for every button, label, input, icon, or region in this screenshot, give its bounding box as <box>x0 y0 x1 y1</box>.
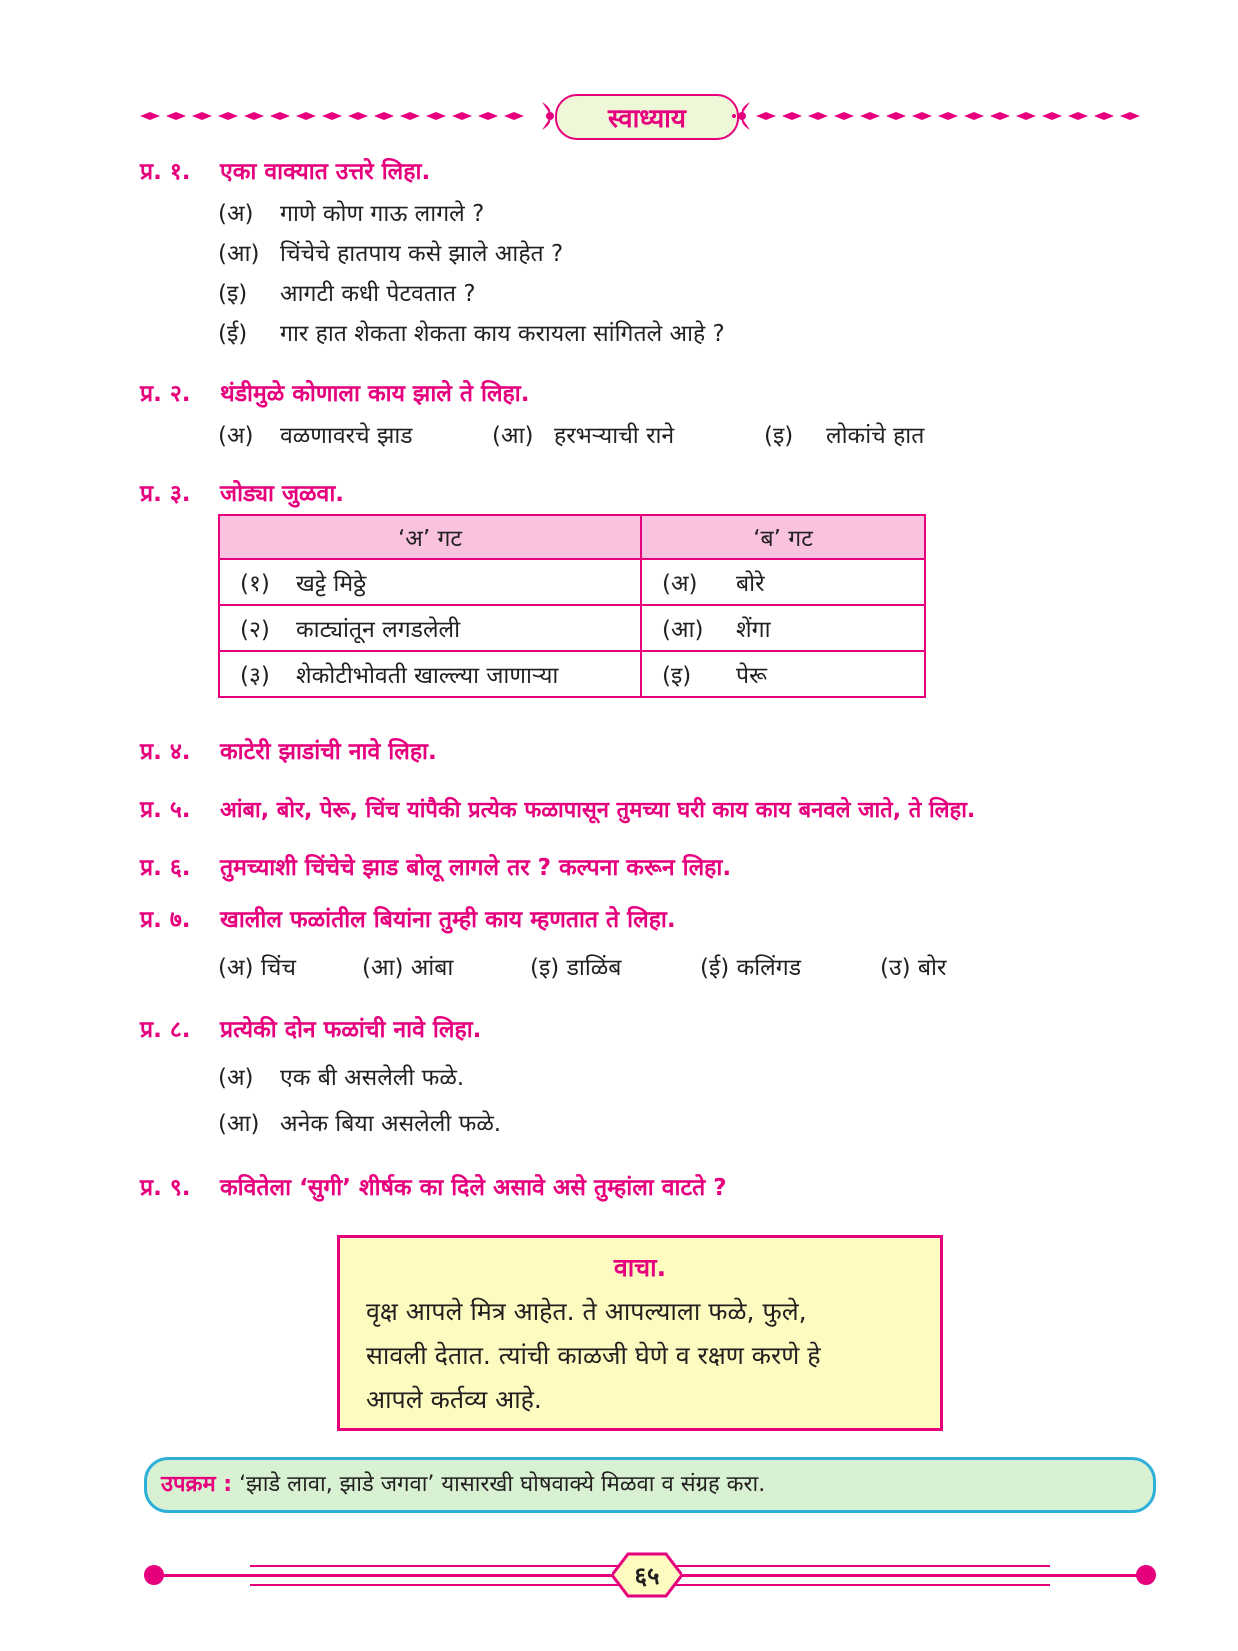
question-text: थंडीमुळे कोणाला काय झाले ते लिहा. <box>220 381 530 407</box>
section-title-banner <box>555 94 739 140</box>
column-a-header: ‘अ’ गट <box>219 515 641 559</box>
q1-item-a: (अ) गाणे कोण गाऊ लागले ? <box>218 201 485 227</box>
question-number: प्र. ३. <box>140 481 191 507</box>
read-box <box>337 1235 943 1431</box>
activity-label: उपक्रम : <box>161 1472 233 1497</box>
question-4 <box>140 734 437 766</box>
table-header-row <box>219 515 925 559</box>
table-cell-a: (३) शेकोटीभोवती खाल्ल्या जाणाऱ्या <box>219 651 641 697</box>
table-cell-b: (आ) शेंगा <box>641 605 925 651</box>
q2-item-aa: (आ) हरभऱ्याची राने <box>492 423 675 449</box>
header-divider-left <box>140 112 540 120</box>
question-number: प्र. १. <box>140 159 191 185</box>
read-box-line: वृक्ष आपले मित्र आहेत. ते आपल्याला फळे, फुले, <box>366 1297 807 1326</box>
q2-item-i: (इ) लोकांचे हात <box>764 423 925 449</box>
match-table <box>218 514 926 698</box>
read-box-title: वाचा. <box>613 1253 667 1282</box>
question-number: प्र. ५. <box>140 797 191 823</box>
q7-item-ii: (ई) कलिंगड <box>700 955 802 981</box>
question-text: कवितेला ‘सुगी’ शीर्षक का दिले असावे असे तुम्हांला वाटते ? <box>220 1175 727 1201</box>
q7-item-i: (इ) डाळिंब <box>530 955 622 981</box>
activity-bar <box>144 1457 1156 1513</box>
page-number-badge <box>612 1552 682 1598</box>
table-cell-b: (इ) पेरू <box>641 651 925 697</box>
q7-item-u: (उ) बोर <box>880 955 947 981</box>
question-number: प्र. ८. <box>140 1017 191 1043</box>
table-cell-a: (१) खट्टे मिठ्ठे <box>219 559 641 605</box>
flourish-right-icon <box>730 96 754 136</box>
question-2 <box>140 376 529 408</box>
question-1 <box>140 154 430 186</box>
table-row <box>219 605 925 651</box>
read-box-line: आपले कर्तव्य आहे. <box>366 1385 542 1414</box>
q7-item-a: (अ) चिंच <box>218 955 297 981</box>
table-row <box>219 651 925 697</box>
question-9 <box>140 1170 727 1202</box>
question-5 <box>140 792 975 824</box>
question-number: प्र. ७. <box>140 907 191 933</box>
q7-item-aa: (आ) आंबा <box>362 955 454 981</box>
q1-item-aa: (आ) चिंचेचे हातपाय कसे झाले आहेत ? <box>218 241 564 267</box>
question-text: काटेरी झाडांची नावे लिहा. <box>220 739 437 765</box>
question-text: एका वाक्यात उत्तरे लिहा. <box>220 159 431 185</box>
question-8 <box>140 1012 481 1044</box>
question-text: प्रत्येकी दोन फळांची नावे लिहा. <box>220 1017 482 1043</box>
question-number: प्र. ९. <box>140 1175 191 1201</box>
table-cell-b: (अ) बोरे <box>641 559 925 605</box>
q8-item-aa: (आ) अनेक बिया असलेली फळे. <box>218 1111 502 1137</box>
question-number: प्र. ६. <box>140 855 191 881</box>
question-text: तुमच्याशी चिंचेचे झाड बोलू लागले तर ? कल्पना करून लिहा. <box>220 855 732 881</box>
question-3 <box>140 476 344 508</box>
header-divider-right <box>756 112 1156 120</box>
table-row <box>219 559 925 605</box>
question-number: प्र. २. <box>140 381 191 407</box>
question-6 <box>140 850 731 882</box>
q2-item-a: (अ) वळणावरचे झाड <box>218 423 413 449</box>
q1-item-i: (इ) आगटी कधी पेटवतात ? <box>218 281 476 307</box>
read-box-line: सावली देतात. त्यांची काळजी घेणे व रक्षण करणे हे <box>366 1341 821 1370</box>
column-b-header: ‘ब’ गट <box>641 515 925 559</box>
question-7 <box>140 902 676 934</box>
q8-item-a: (अ) एक बी असलेली फळे. <box>218 1065 465 1091</box>
table-cell-a: (२) काट्यांतून लगडलेली <box>219 605 641 651</box>
question-number: प्र. ४. <box>140 739 191 765</box>
question-text: जोड्या जुळवा. <box>220 481 345 507</box>
page-number: ६५ <box>634 1561 660 1590</box>
q1-item-ii: (ई) गार हात शेकता शेकता काय करायला सांगितले आहे ? <box>218 321 725 347</box>
question-text: आंबा, बोर, पेरू, चिंच यांपैकी प्रत्येक फळापासून तुमच्या घरी काय काय बनवले जाते, ते लिहा. <box>220 798 976 823</box>
question-text: खालील फळांतील बियांना तुम्ही काय म्हणतात ते लिहा. <box>220 907 676 933</box>
section-title: स्वाध्याय <box>608 104 686 134</box>
activity-text: ‘झाडे लावा, झाडे जगवा’ यासारखी घोषवाक्ये मिळवा व संग्रह करा. <box>239 1472 766 1497</box>
